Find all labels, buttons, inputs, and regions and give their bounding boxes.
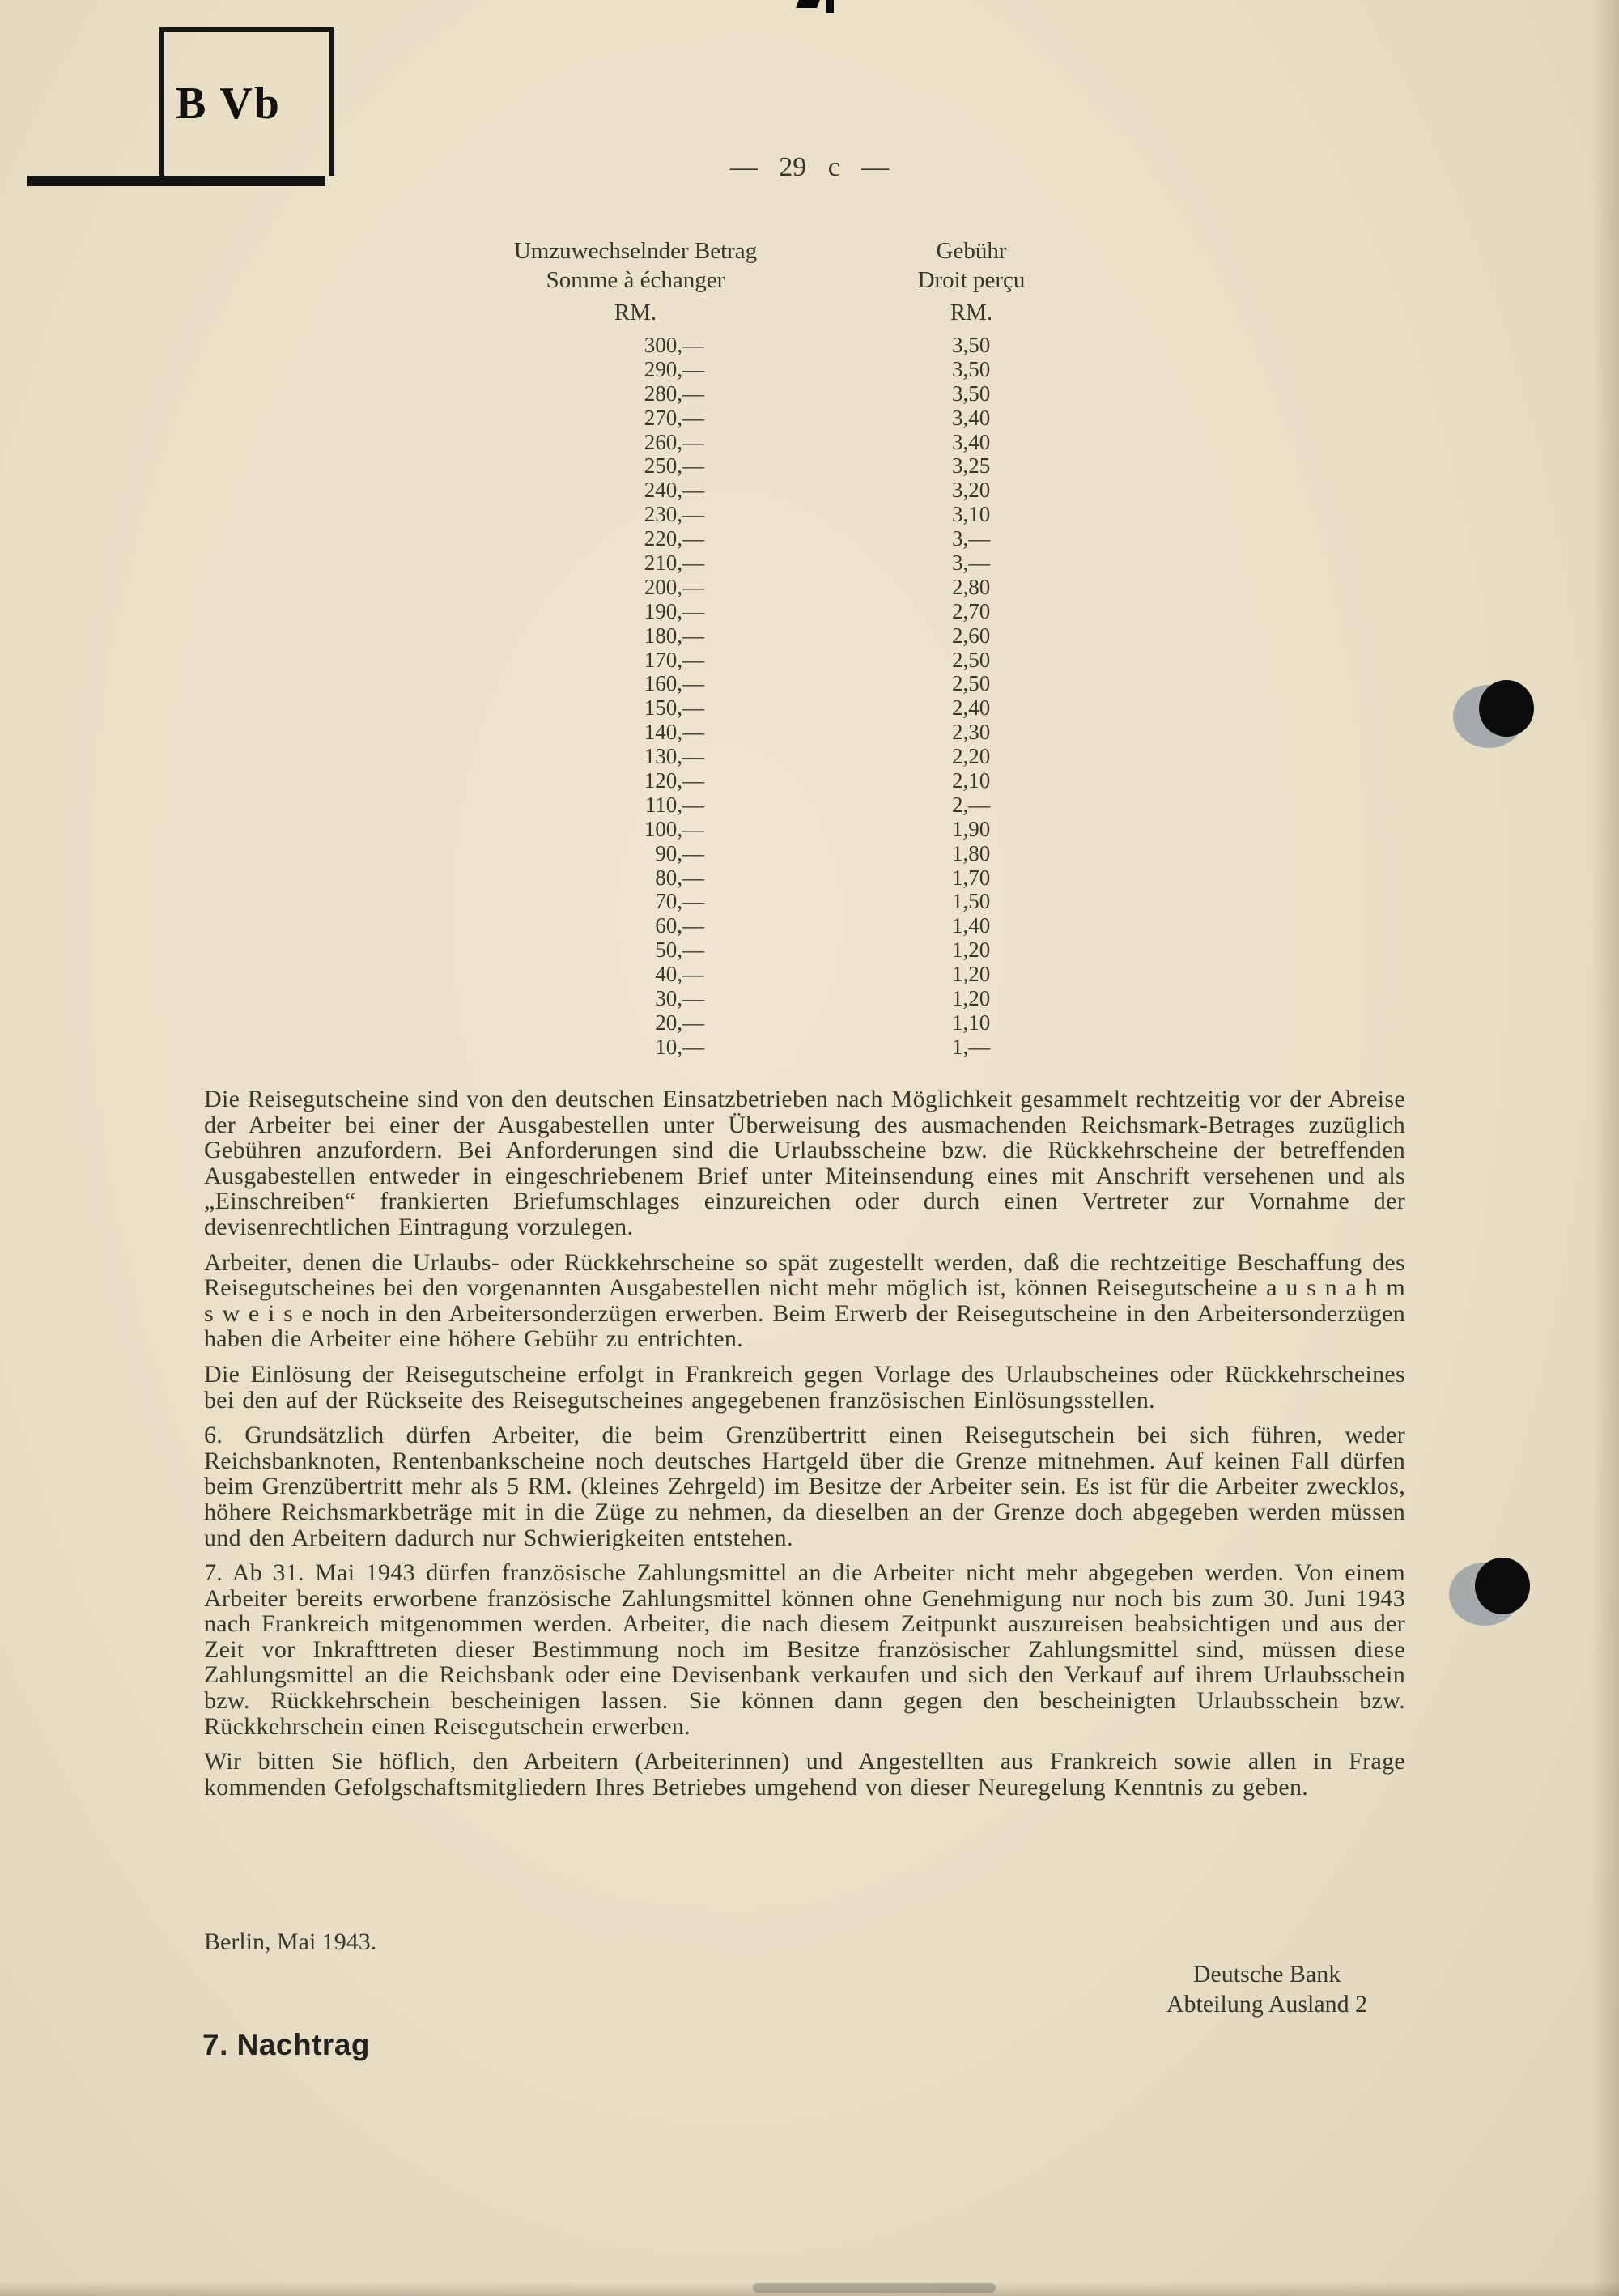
fee-cell: 3,25 xyxy=(952,453,991,478)
amount-cell: 140,— xyxy=(644,720,704,745)
fee-cell: 2,60 xyxy=(952,623,991,648)
page-edge-shadow-right xyxy=(1591,0,1619,2296)
body-paragraphs xyxy=(204,1086,1405,1809)
scan-artifact-top-2 xyxy=(826,0,834,13)
fee-cell: 3,40 xyxy=(952,405,991,430)
fee-cell: 3,50 xyxy=(952,333,991,357)
table-row xyxy=(389,914,1117,938)
table-row xyxy=(389,842,1117,866)
amount-cell: 160,— xyxy=(644,671,704,696)
conversion-table-rows xyxy=(389,334,1117,1060)
table-row xyxy=(389,890,1117,914)
body-paragraph: Die Reisegutscheine sind von den deutschen Einsatzbetrieben nach Möglichkeit gesammelt rechtzeitig vor der Abreise der Arbeiter bei einer der Ausgabestellen unter Überweisung des ausmachenden Reichsmark-Betrages zuzüglich Gebühren anzufordern. Bei Anforderungen sind die Urlaubsscheine bzw. die Rückkehrscheine der betreffenden Ausgabestellen entweder in eingeschriebenem Brief unter Miteinsendung eines mit Anschrift versehenen und als „Einschreiben“ frankierten Briefumschlages einzureichen oder durch einen Vertreter zur Vornahme der devisenrechtlichen Eintragung vorzulegen. xyxy=(204,1086,1405,1240)
date-line: Berlin, Mai 1943. xyxy=(204,1928,377,1955)
scan-artifact-top-1 xyxy=(796,0,820,8)
fee-cell: 3,50 xyxy=(952,381,991,406)
amount-cell: 270,— xyxy=(644,405,704,430)
fee-cell: 2,30 xyxy=(952,720,991,745)
amount-cell: 260,— xyxy=(644,429,704,454)
table-row xyxy=(389,600,1117,624)
table-row xyxy=(389,358,1117,382)
amount-cell: 170,— xyxy=(644,647,704,672)
hole-punch-top xyxy=(1453,678,1550,755)
fee-cell: 3,— xyxy=(952,551,991,576)
table-header-left-line1: Umzuwechselnder Betrag xyxy=(513,238,758,264)
table-row xyxy=(389,866,1117,891)
table-row xyxy=(389,648,1117,673)
signature-line-1: Deutsche Bank xyxy=(1192,1961,1341,1988)
table-row xyxy=(389,503,1117,527)
table-header-left xyxy=(389,236,882,327)
fee-cell: 2,20 xyxy=(952,744,991,769)
amount-cell: 200,— xyxy=(644,574,704,599)
amount-cell: 120,— xyxy=(644,768,704,793)
fee-cell: 2,50 xyxy=(952,647,991,672)
fee-cell: 2,50 xyxy=(952,671,991,696)
table-row xyxy=(389,576,1117,600)
amount-cell: 90,— xyxy=(655,840,704,865)
fee-cell: 3,10 xyxy=(952,502,991,527)
table-row xyxy=(389,406,1117,431)
amount-cell: 10,— xyxy=(655,1034,704,1059)
table-row xyxy=(389,1035,1117,1060)
fee-cell: 1,20 xyxy=(952,938,991,963)
amount-cell: 230,— xyxy=(644,502,704,527)
amount-cell: 40,— xyxy=(655,962,704,987)
fee-cell: 1,90 xyxy=(952,816,991,841)
amount-cell: 250,— xyxy=(644,453,704,478)
fee-cell: 1,20 xyxy=(952,962,991,987)
fee-cell: 1,— xyxy=(952,1034,991,1059)
amount-cell: 70,— xyxy=(655,889,704,914)
amount-cell: 50,— xyxy=(655,938,704,963)
table-header-right-unit: RM. xyxy=(950,300,993,325)
page-edge-shadow-bottom xyxy=(0,2281,1619,2296)
amount-cell: 130,— xyxy=(644,744,704,769)
amount-cell: 30,— xyxy=(655,986,704,1011)
amount-cell: 280,— xyxy=(644,381,704,406)
amount-cell: 60,— xyxy=(655,913,704,938)
fee-cell: 2,40 xyxy=(952,695,991,721)
hole-punch-bottom xyxy=(1449,1556,1546,1633)
table-header-left-unit: RM. xyxy=(614,300,657,325)
fee-cell: 3,50 xyxy=(952,356,991,381)
fee-cell: 3,— xyxy=(952,526,991,551)
page-number: — 29 c — xyxy=(729,152,890,182)
amount-cell: 300,— xyxy=(644,333,704,357)
amount-cell: 20,— xyxy=(655,1010,704,1035)
body-paragraph: 6. Grundsätzlich dürfen Arbeiter, die beim Grenzübertritt einen Reisegutschein bei sich führen, weder Reichsbanknoten, Rentenbankscheine noch deutsches Hartgeld über die Grenze mitnehmen. Auf keinen Fall dürfen beim Grenzübertritt mehr als 5 RM. (kleines Zehrgeld) im Besitze der Arbeiter sein. Es ist für die Arbeiter zwecklos, höhere Reichsmarkbeträge mit in die Züge zu nehmen, da dieselben an der Grenze doch abgegeben werden müssen und den Arbeitern dadurch nur Schwierigkeiten entstehen. xyxy=(204,1422,1405,1551)
table-row xyxy=(389,624,1117,648)
table-row xyxy=(389,478,1117,503)
amount-cell: 240,— xyxy=(644,478,704,503)
amount-cell: 100,— xyxy=(644,816,704,841)
table-header-right-line1: Gebühr xyxy=(936,238,1007,264)
table-row xyxy=(389,1011,1117,1035)
table-row xyxy=(389,551,1117,576)
signature-line-2: Abteilung Ausland 2 xyxy=(1166,1991,1368,2018)
fee-cell: 1,10 xyxy=(952,1010,991,1035)
table-header-left-line2: Somme à échanger xyxy=(546,267,725,293)
fee-cell: 2,70 xyxy=(952,598,991,623)
table-row xyxy=(389,454,1117,478)
nachtrag-label: 7. Nachtrag xyxy=(202,2028,371,2061)
body-paragraph: Wir bitten Sie höflich, den Arbeitern (Arbeiterinnen) und Angestellten aus Frankreich sowie allen in Frage kommenden Gefolgschaftsmitgliedern Ihres Betriebes umgehend von dieser Neuregelung Kenntnis zu geben. xyxy=(204,1748,1405,1801)
fee-cell: 3,40 xyxy=(952,429,991,454)
fee-cell: 1,70 xyxy=(952,865,991,890)
table-row xyxy=(389,431,1117,455)
table-row xyxy=(389,721,1117,745)
table-header-right-line2: Droit perçu xyxy=(917,267,1026,293)
table-row xyxy=(389,987,1117,1011)
table-row xyxy=(389,745,1117,769)
amount-cell: 110,— xyxy=(644,792,704,817)
table-row xyxy=(389,382,1117,406)
fee-cell: 2,10 xyxy=(952,768,991,793)
amount-cell: 290,— xyxy=(644,356,704,381)
table-row xyxy=(389,527,1117,551)
amount-cell: 210,— xyxy=(644,551,704,576)
table-row xyxy=(389,818,1117,842)
stamp-label: B Vb xyxy=(176,79,281,129)
signature-block xyxy=(1077,1959,1457,2019)
table-row xyxy=(389,769,1117,793)
body-paragraph: Die Einlösung der Reisegutscheine erfolgt in Frankreich gegen Vorlage des Urlaubscheines oder Rückkehrscheines bei den auf der Rückseite des Reisegutscheines angegebenen französischen Einlösungsstellen. xyxy=(204,1360,1405,1414)
table-row xyxy=(389,696,1117,721)
fee-cell: 1,20 xyxy=(952,986,991,1011)
amount-cell: 80,— xyxy=(655,865,704,890)
body-paragraph: Arbeiter, denen die Urlaubs- oder Rückkehrscheine so spät zugestellt werden, daß die rechtzeitige Beschaffung des Reisegutscheines bei den vorgenannten Ausgabestellen nicht mehr möglich ist, können Reisegutscheine a u s n a h m s w e i s e noch in den Arbeitersonderzügen erwerben. Beim Erwerb der Reisegutscheine in den Arbeitersonderzügen haben die Arbeiter eine höhere Gebühr zu entrichten. xyxy=(204,1248,1405,1353)
fee-cell: 2,— xyxy=(952,792,991,817)
table-header-right xyxy=(818,236,1125,327)
table-row xyxy=(389,963,1117,987)
body-paragraph: 7. Ab 31. Mai 1943 dürfen französische Zahlungsmittel an die Arbeiter nicht mehr abgegeben werden. Von einem Arbeiter bereits erworbene französische Zahlungsmittel können ohne Genehmigung nur noch bis zum 30. Juni 1943 nach Frankreich mitgenommen werden. Arbeiter, die nach diesem Zeitpunkt auszureisen beabsichtigen und aus der Zeit vor Inkrafttreten dieser Bestimmung noch im Besitze französischer Zahlungsmittel sind, müssen diese Zahlungsmittel an die Reichsbank oder eine Devisenbank verkaufen und sich den Verkauf auf ihrem Urlaubsschein bzw. Rückkehrschein bescheinigen lassen. Sie können dann gegen den bescheinigten Urlaubsschein bzw. Rückkehrschein einen Reisegutschein erwerben. xyxy=(204,1559,1405,1740)
table-row xyxy=(389,793,1117,818)
fee-cell: 3,20 xyxy=(952,478,991,503)
fee-cell: 1,50 xyxy=(952,889,991,914)
table-row xyxy=(389,938,1117,963)
table-row xyxy=(389,334,1117,358)
amount-cell: 150,— xyxy=(644,695,704,721)
amount-cell: 220,— xyxy=(644,526,704,551)
fee-cell: 1,80 xyxy=(952,840,991,865)
hole-punch-circle xyxy=(1475,1558,1530,1614)
hole-punch-circle xyxy=(1479,680,1534,737)
fee-cell: 1,40 xyxy=(952,913,991,938)
fee-cell: 2,80 xyxy=(952,574,991,599)
amount-cell: 180,— xyxy=(644,623,704,648)
amount-cell: 190,— xyxy=(644,598,704,623)
table-row xyxy=(389,672,1117,696)
